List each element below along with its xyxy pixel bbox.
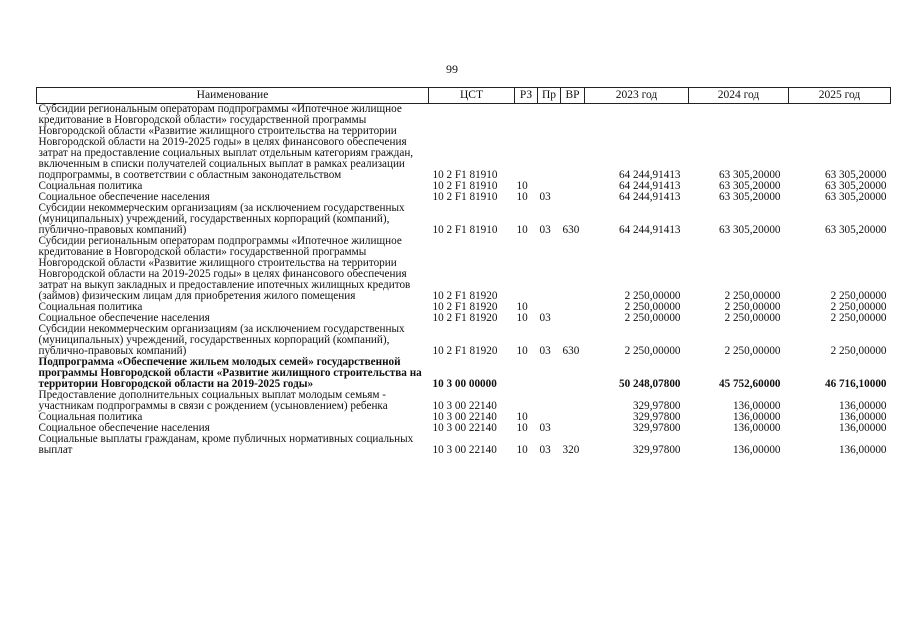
table-row: [37, 390, 891, 412]
cell-pr: 03: [539, 224, 551, 236]
cell-cst: 10 2 F1 81910: [432, 191, 498, 203]
cell-vr: [561, 313, 585, 324]
cell-2023: 64 244,91413: [618, 191, 681, 203]
header-name: Наименование: [37, 88, 429, 104]
header-pr: Пр: [538, 88, 561, 104]
cell-2024: 63 305,20000: [718, 180, 781, 192]
cell-cst: 10 2 F1 81910: [432, 169, 498, 181]
cell-2025: 136,00000: [838, 422, 887, 434]
table-row: [37, 324, 891, 357]
cell-cst: 10 2 F1 81920: [432, 290, 498, 302]
cell-rz: [515, 357, 538, 390]
cell-name: Социальное обеспечение населения: [38, 191, 210, 203]
cell-pr: [538, 104, 561, 182]
cell-rz: [515, 390, 538, 412]
cell-2024: 136,00000: [732, 411, 781, 423]
cell-2024: 136,00000: [732, 444, 781, 456]
cell-2023: 64 244,91413: [618, 224, 681, 236]
cell-2025: 63 305,20000: [824, 224, 887, 236]
cell-cst: 10 3 00 22140: [432, 411, 497, 423]
cell-pr: [538, 236, 561, 302]
cell-name: Социальное обеспечение населения: [38, 312, 210, 324]
cell-2024: 2 250,00000: [724, 290, 781, 302]
cell-2025: 63 305,20000: [824, 180, 887, 192]
cell-name: Предоставление дополнительных социальных выплат молодым семьям - участникам подпрограммы в связи с рождением (усыновлением) ребенка: [38, 389, 388, 412]
table-row: [37, 236, 891, 302]
cell-name: Социальные выплаты гражданам, кроме публичных нормативных социальных выплат: [38, 433, 414, 456]
cell-vr: [561, 412, 585, 423]
cell-name: Субсидии некоммерческим организациям (за исключением государственных (муниципальных) учреждений, государственных корпораций (компаний), публично-правовых компаний): [38, 323, 405, 357]
cell-2025: 136,00000: [838, 411, 887, 423]
cell-2023: 64 244,91413: [618, 180, 681, 192]
cell-vr: [561, 423, 585, 434]
cell-rz: 10: [516, 191, 528, 203]
cell-2024: 63 305,20000: [718, 224, 781, 236]
cell-rz: 10: [516, 180, 528, 192]
cell-cst: 10 3 00 22140: [432, 400, 497, 412]
cell-2023: 2 250,00000: [624, 301, 681, 313]
cell-pr: [538, 357, 561, 390]
cell-rz: [515, 104, 538, 182]
cell-cst: 10 2 F1 81920: [432, 312, 498, 324]
cell-2025: 46 716,10000: [824, 378, 887, 390]
cell-pr: 03: [539, 312, 551, 324]
cell-vr: 630: [562, 224, 580, 236]
cell-vr: [561, 192, 585, 203]
cell-2023: 329,97800: [632, 422, 681, 434]
header-cst: ЦСТ: [429, 88, 515, 104]
cell-rz: 10: [516, 345, 528, 357]
cell-2023: 64 244,91413: [618, 169, 681, 181]
cell-pr: 03: [539, 191, 551, 203]
cell-cst: 10 3 00 00000: [432, 378, 497, 390]
cell-2025: 2 250,00000: [830, 312, 887, 324]
cell-2025: 136,00000: [838, 444, 887, 456]
cell-vr: [561, 181, 585, 192]
cell-2023: 50 248,07800: [618, 378, 681, 390]
header-2024: 2024 год: [689, 88, 789, 104]
cell-rz: 10: [516, 312, 528, 324]
cell-name: Субсидии региональным операторам подпрограммы «Ипотечное жилищное кредитование в Новгородской области» государственной программы Новгородской области «Развитие жилищного строительства на территории Новгородской области на 2019-2025 годы» в целях финансового обеспечения затрат на выкуп закладных и предоставление ипотечных жилищных кредитов (займов) физическим лицам для приобретения жилого помещения: [38, 235, 411, 302]
cell-rz: 10: [516, 301, 528, 313]
cell-cst: 10 2 F1 81910: [432, 180, 498, 192]
cell-name: Социальная политика: [38, 411, 143, 423]
cell-pr: 03: [539, 422, 551, 434]
cell-2025: 136,00000: [838, 400, 887, 412]
page-number: 99: [446, 62, 458, 76]
cell-2023: 2 250,00000: [624, 312, 681, 324]
header-2023: 2023 год: [585, 88, 689, 104]
cell-cst: 10 2 F1 81910: [432, 224, 498, 236]
cell-vr: [561, 236, 585, 302]
cell-name: Подпрограмма «Обеспечение жильем молодых семей» государственной программы Новгородской области «Развитие жилищного строительства на территории Новгородской области на 2019-2025 годы»: [38, 356, 422, 390]
cell-2023: 329,97800: [632, 444, 681, 456]
header-vr: ВР: [561, 88, 585, 104]
table-row: [37, 357, 891, 390]
budget-table: [36, 87, 891, 456]
header-2025: 2025 год: [789, 88, 891, 104]
cell-cst: 10 3 00 22140: [432, 422, 497, 434]
cell-rz: 10: [516, 422, 528, 434]
cell-vr: 320: [562, 444, 580, 456]
cell-2024: 2 250,00000: [724, 312, 781, 324]
cell-2023: 2 250,00000: [624, 290, 681, 302]
cell-2023: 329,97800: [632, 400, 681, 412]
cell-cst: 10 3 00 22140: [432, 444, 497, 456]
cell-2024: 2 250,00000: [724, 301, 781, 313]
cell-2024: 136,00000: [732, 400, 781, 412]
table-row: [37, 203, 891, 236]
cell-pr: 03: [539, 345, 551, 357]
table-header-row: [37, 88, 891, 104]
header-rz: РЗ: [515, 88, 538, 104]
cell-name: Субсидии некоммерческим организациям (за исключением государственных (муниципальных) учреждений, государственных корпораций (компаний), публично-правовых компаний): [38, 202, 405, 236]
cell-name: Социальная политика: [38, 180, 143, 192]
cell-vr: [561, 104, 585, 182]
cell-2024: 63 305,20000: [718, 191, 781, 203]
table-row: [37, 104, 891, 182]
cell-pr: [538, 390, 561, 412]
cell-name: Субсидии региональным операторам подпрограммы «Ипотечное жилищное кредитование в Новгородской области» государственной программы Новгородской области «Развитие жилищного строительства на территории Новгородской области на 2019-2025 годы» в целях финансового обеспечения затрат на предоставление социальных выплат отдельным категориям граждан, включенным в списки получателей социальных выплат в рамках реализации подпрограммы, в соответствии с областным законодательством: [38, 103, 414, 181]
cell-rz: 10: [516, 444, 528, 456]
cell-2025: 63 305,20000: [824, 169, 887, 181]
cell-pr: 03: [539, 444, 551, 456]
cell-cst: 10 2 F1 81920: [432, 345, 498, 357]
table-row: [37, 434, 891, 456]
cell-vr: [561, 357, 585, 390]
cell-cst: 10 2 F1 81920: [432, 301, 498, 313]
cell-2024: 45 752,60000: [718, 378, 781, 390]
cell-2025: 63 305,20000: [824, 191, 887, 203]
cell-2025: 2 250,00000: [830, 301, 887, 313]
cell-2024: 2 250,00000: [724, 345, 781, 357]
cell-vr: [561, 390, 585, 412]
cell-rz: 10: [516, 411, 528, 423]
cell-2024: 63 305,20000: [718, 169, 781, 181]
cell-rz: 10: [516, 224, 528, 236]
cell-name: Социальная политика: [38, 301, 143, 313]
cell-2023: 329,97800: [632, 411, 681, 423]
cell-name: Социальное обеспечение населения: [38, 422, 210, 434]
cell-2025: 2 250,00000: [830, 345, 887, 357]
cell-2025: 2 250,00000: [830, 290, 887, 302]
cell-vr: [561, 302, 585, 313]
cell-2024: 136,00000: [732, 422, 781, 434]
cell-rz: [515, 236, 538, 302]
cell-2023: 2 250,00000: [624, 345, 681, 357]
table-body: [37, 104, 891, 457]
cell-vr: 630: [562, 345, 580, 357]
